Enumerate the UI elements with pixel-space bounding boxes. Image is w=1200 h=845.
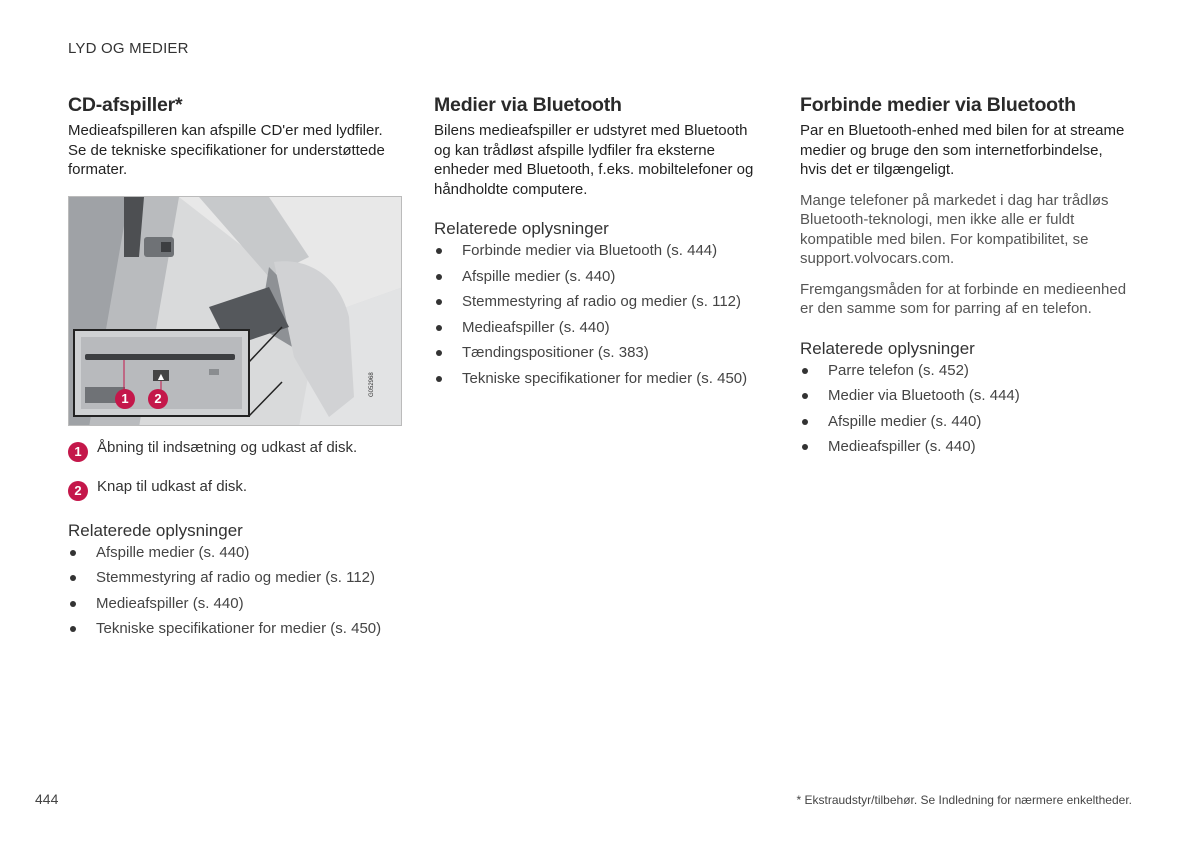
connect-bluetooth-body: Par en Bluetooth-enhed med bilen for at streame medier og bruge den som internetforbindelse, hvis det er tilgængeligt.: [800, 122, 1125, 178]
related-heading: Relaterede oplysninger: [434, 219, 609, 238]
compatibility-note: Mange telefoner på markedet i dag har trådløs Bluetooth-teknologi, men ikke alle er fuldt kompatible med bilen. For kompatibilitet, se support.volvocars.com.: [800, 191, 1109, 267]
related-link[interactable]: Afspille medier (s. 440): [68, 543, 398, 562]
related-link[interactable]: Medieafspiller (s. 440): [68, 594, 398, 613]
column-connect-bluetooth: [800, 93, 1130, 463]
related-link[interactable]: Tekniske specifikationer for medier (s. 450): [68, 619, 398, 638]
cd-player-body: Medieafspilleren kan afspille CD'er med lydfiler. Se de tekniske specifikationer for understøttede formater.: [68, 122, 385, 178]
callout-text-1: Åbning til indsætning og udkast af disk.: [97, 438, 358, 456]
column-cd-player: [68, 93, 398, 645]
related-link[interactable]: Medieafspiller (s. 440): [434, 318, 764, 337]
section-header: LYD OG MEDIER: [68, 40, 189, 57]
related-list: [68, 543, 398, 639]
procedure-note: Fremgangsmåden for at forbinde en medieenhed er den samme som for parring af en telefon.: [800, 280, 1127, 317]
callout-number-1: 1: [68, 442, 88, 462]
related-link[interactable]: Stemmestyring af radio og medier (s. 112): [434, 292, 764, 311]
related-link[interactable]: Medieafspiller (s. 440): [800, 437, 1130, 456]
related-list: [800, 361, 1130, 457]
callout-badge-1: 1: [115, 389, 135, 409]
bluetooth-media-body: Bilens medieafspiller er udstyret med Bluetooth og kan trådløst afspille lydfiler fra eksterne enheder med Bluetooth, f.eks. mobiltelefoner og håndholdte computere.: [434, 122, 754, 198]
related-list: [434, 241, 764, 388]
page-number: 444: [35, 791, 59, 807]
figure-code: G052968: [369, 371, 375, 397]
related-link[interactable]: Afspille medier (s. 440): [800, 412, 1130, 431]
related-link[interactable]: Afspille medier (s. 440): [434, 267, 764, 286]
related-link[interactable]: Medier via Bluetooth (s. 444): [800, 386, 1130, 405]
callout-1: [68, 438, 398, 462]
related-heading: Relaterede oplysninger: [800, 338, 975, 358]
cd-player-illustration: [68, 196, 402, 426]
column-bluetooth-media: [434, 93, 764, 394]
bluetooth-media-title: Medier via Bluetooth: [434, 94, 622, 116]
connect-bluetooth-title: Forbinde medier via Bluetooth: [800, 94, 1076, 116]
related-link[interactable]: Forbinde medier via Bluetooth (s. 444): [434, 241, 764, 260]
related-link[interactable]: Parre telefon (s. 452): [800, 361, 1130, 380]
related-heading: Relaterede oplysninger: [68, 520, 243, 540]
callout-number-2: 2: [68, 481, 88, 501]
related-link[interactable]: Tændingspositioner (s. 383): [434, 343, 764, 362]
related-link[interactable]: Stemmestyring af radio og medier (s. 112): [68, 568, 398, 587]
footnote: * Ekstraudstyr/tilbehør. Se Indledning for nærmere enkeltheder.: [796, 793, 1132, 807]
related-link[interactable]: Tekniske specifikationer for medier (s. 450): [434, 369, 764, 388]
callout-badge-2: 2: [148, 389, 168, 409]
callout-text-2: Knap til udkast af disk.: [97, 477, 248, 495]
svg-text:▲: ▲: [157, 371, 165, 381]
cd-player-title: CD-afspiller*: [68, 94, 183, 116]
callout-2: [68, 477, 398, 501]
